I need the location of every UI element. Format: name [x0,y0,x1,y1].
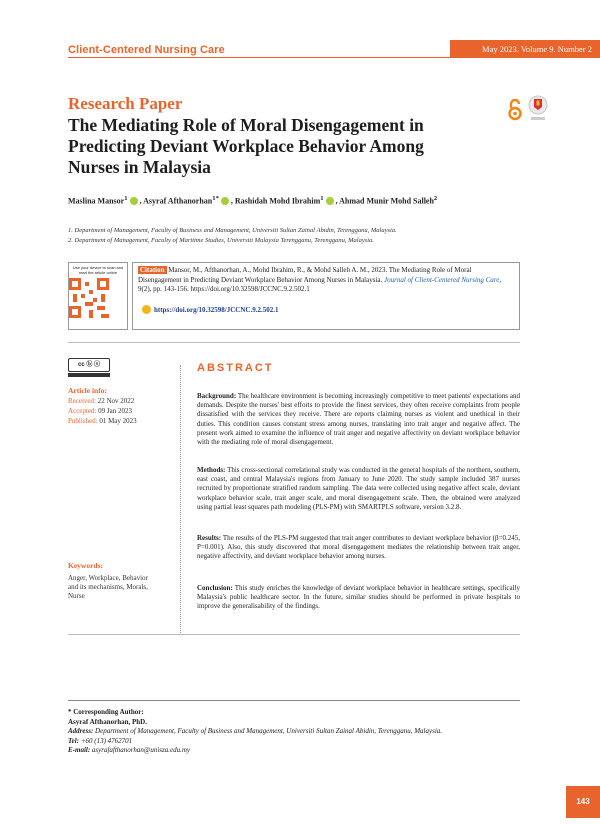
divider [68,634,520,635]
abstract-conclusion: Conclusion: This study enriches the knowledge of deviant workplace behavior in healthcare settings, specifically Malaysia's public healthcare sector. In the future, similar studies should be performed in private hospitals to improve the generalisability of the findings. [197,584,520,611]
accepted-date: Accepted: 09 Jan 2023 [68,407,132,415]
qr-box [68,262,128,330]
abstract-background: Background: The healthcare environment is becoming increasingly competitive to meet patients' expectations and demands. Despite the nurses' best efforts to provide the finest services, they often receive complaints from people dissatisfied with the services they receive. There are reports claiming nurses as violent and unethical in their duties. This condition causes constant stress among nurses, translating into trait anger and negative affect. The present work aimed to examine the influence of trait anger and negative affectivity on deviant workplace behavior with the mediating role of moral disengagement. [197,392,520,447]
open-access-icon[interactable] [506,99,524,121]
corresponding-address: Address: Department of Management, Faculty of Business and Management, Universiti Sultan Zainal Abidin, Terengganu, Malaysia. [68,727,443,735]
corresponding-author [68,708,508,756]
keywords-heading: Keywords: [68,561,103,570]
orcid-icon[interactable] [326,197,334,205]
citation-journal-link[interactable]: Journal of Client-Centered Nursing Care [384,275,500,284]
column-separator [180,365,181,633]
corresponding-name: Asyraf Afthanorhan, PhD. [68,717,147,726]
author-list: Maslina Mansor$^1$ , Asyraf Afthanorhan$^{1*}$ , Rashidah Mohd Ibrahim$^1$ , Ahmad Munir Mohd Salleh$^2$ [68,195,438,206]
qr-code[interactable] [69,278,109,318]
paper-type: Research Paper [68,94,183,113]
qr-caption: Use your device to scan and read the article online [72,265,124,275]
keywords-list: Anger, Workplace, Behavior and its mechanisms, Morals, Nurse [68,574,148,600]
abstract-results: Results: The results of the PLS-PM suggested that trait anger contributes to deviant workplace behavior (β=0.245, P=0.001). Also, this study discovered that moral disengagement mediates the relationship between trait anger, negative affectivity, and deviant workplace behavior among nurses. [197,534,520,561]
received-date: Received: 22 Nov 2022 [68,397,135,405]
page-number: 143 [566,786,600,818]
doi-icon [142,305,151,314]
article-info-heading: Article info: [68,386,107,395]
crossmark-icon[interactable] [528,95,548,123]
cc-license-badge[interactable]: cc ⓑ ⓢ [68,358,110,372]
orcid-icon[interactable] [130,197,138,205]
corresponding-tel: Tel: +60 (13) 4762701 [68,736,133,745]
citation-label: Citation [140,266,165,274]
published-date: Published: 01 May 2023 [68,417,137,425]
abstract-heading: ABSTRACT [197,362,274,374]
abstract-methods: Methods: This cross-sectional correlational study was conducted in the general hospitals of the northern, southern, east coast, and central Malaysia's regions from January to June 2020. The study sample included 387 nurses recruited by proportionate stratified random sampling. The data were collected using negative affect scale, deviant workplace behavior scale, trait anger scale, and moral disengagement scale. Then, the obtained were analyzed using partial least squares path modeling (PLS-PM) with SMARTPLS software, version 3.2.8. [197,466,521,511]
citation-text: Citation Mansor, M., Afthanorhan, A., Mohd Ibrahim, R., & Mohd Salleh A. M., 2023. The Mediating Role of Moral Disengagement in Predicting Deviant Workplace Behavior Among Nurses in Malaysia. Journal of Client-Centered Nursing Care, 9(2), pp. 143-156. https://doi.org/10.32598/JCCNC.9.2.502.1 [138,266,502,293]
divider [68,342,520,343]
affiliation-1: 1. Department of Management, Faculty of Business and Management, Universiti Sultan Zainal Abidin, Terengganu, Malaysia. [68,227,397,234]
footnote-divider [68,700,520,701]
paper-title: The Mediating Role of Moral Disengagement in Predicting Deviant Workplace Behavior Among Nurses in Malaysia [68,115,424,177]
orcid-icon[interactable] [221,197,229,205]
corresponding-email: E-mail: asyrafafthanorhan@unisza.edu.my [68,746,191,754]
cc-license-strip [68,373,110,377]
affiliation-2: 2. Department of Management, Faculty of Maritime Studies, Universiti Malaysia Terengganu, Terengganu, Malaysia. [68,237,374,244]
doi-link[interactable]: https://doi.org/10.32598/JCCNC.9.2.502.1 [142,305,278,314]
corresponding-heading: * Corresponding Author: [68,708,144,716]
issue-label: May 2023. Volume 9. Number 2 [450,40,600,58]
journal-name: Client-Centered Nursing Care [68,44,225,56]
